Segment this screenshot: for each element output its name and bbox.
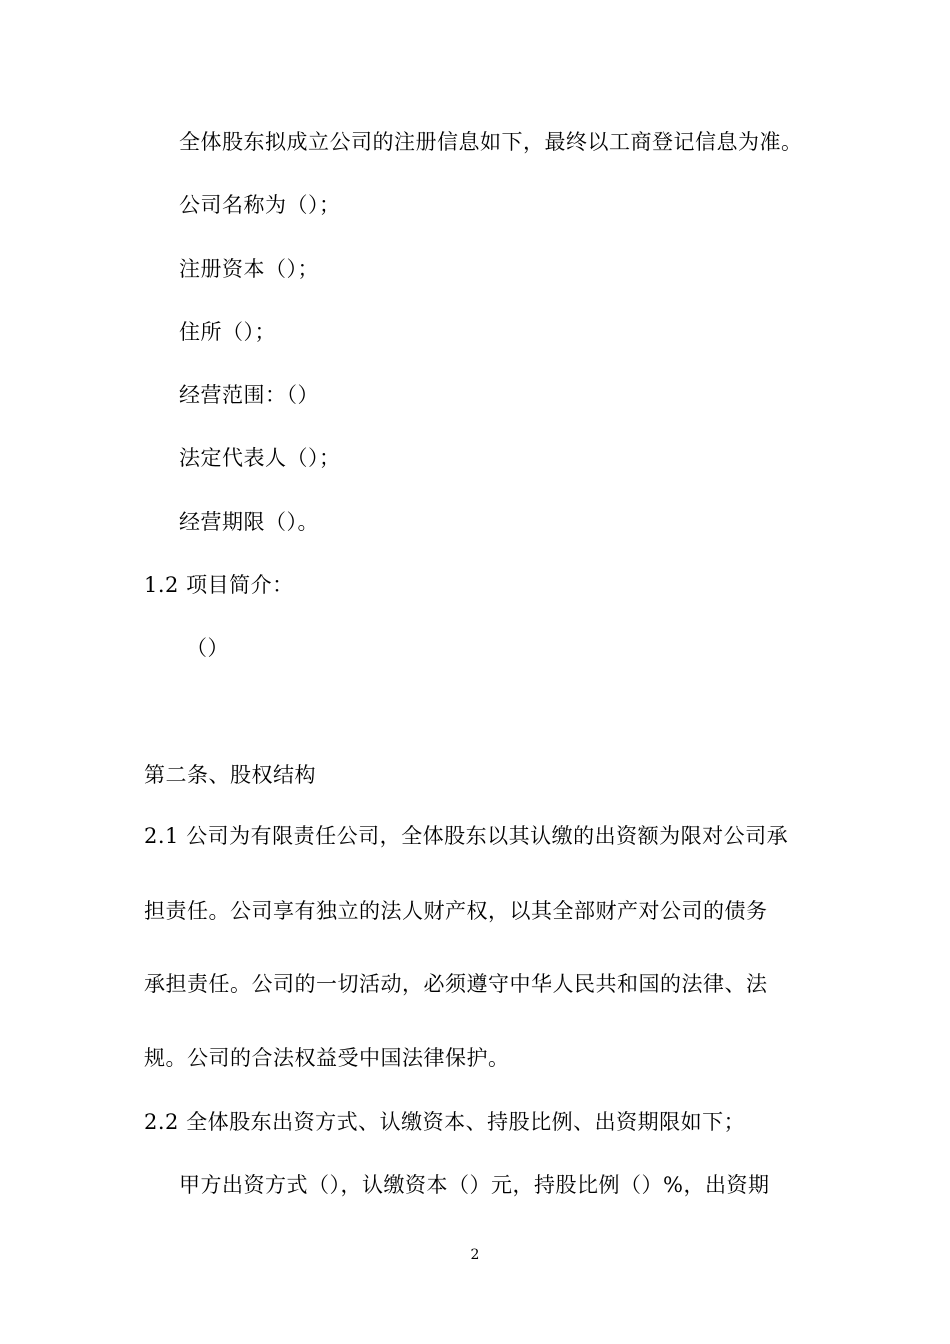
business-scope-line: 经营范围：（） <box>179 383 319 407</box>
registered-capital-line: 注册资本（）； <box>179 257 319 281</box>
legal-rep-line: 法定代表人（）； <box>179 446 341 470</box>
para-2-1-line: 承担责任。公司的一切活动，必须遵守中华人民共和国的法律、法 <box>144 972 768 996</box>
para-2-2: 2.2 全体股东出资方式、认缴资本、持股比例、出资期限如下； <box>144 1110 746 1134</box>
company-name-line: 公司名称为（）； <box>179 193 341 217</box>
address-line: 住所（）； <box>179 320 276 344</box>
project-heading: 1.2 项目简介： <box>144 573 294 597</box>
party-a-line: 甲方出资方式（），认缴资本（）元，持股比例（）%，出资期 <box>179 1173 770 1197</box>
para-2-1-line: 担责任。公司享有独立的法人财产权，以其全部财产对公司的债务 <box>144 899 768 923</box>
project-content: （） <box>186 636 229 660</box>
registration-intro: 全体股东拟成立公司的注册信息如下，最终以工商登记信息为准。 <box>179 130 803 154</box>
article-2-heading: 第二条、股权结构 <box>144 763 316 787</box>
business-term-line: 经营期限（）。 <box>179 510 319 534</box>
page-number: 2 <box>470 1247 480 1263</box>
para-2-1-line: 规。公司的合法权益受中国法律保护。 <box>144 1046 510 1070</box>
para-2-1-line: 2.1 公司为有限责任公司，全体股东以其认缴的出资额为限对公司承 <box>144 824 789 848</box>
